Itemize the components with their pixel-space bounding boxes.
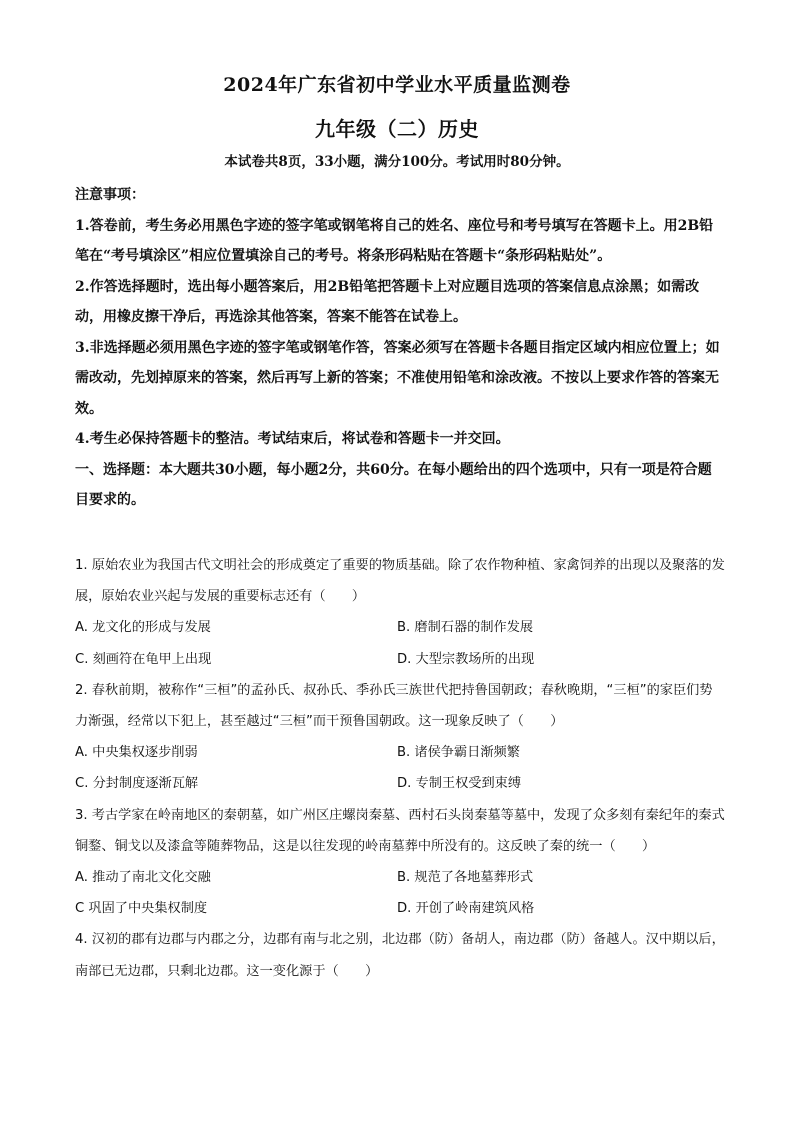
- option-grid: [75, 737, 725, 799]
- option-c: C. 分封制度逐渐瓦解: [75, 776, 199, 792]
- instruction-item: 3.非选择题必须用黑色字迹的签字笔或钢笔作答，答案必须写在答题卡各题目指定区域内相应位置上；如需改动，先划掉原来的答案，然后再写上新的答案；不准使用铅笔和涂改液。不按以上要求作答的答案无效。: [75, 339, 720, 417]
- question: [75, 675, 725, 800]
- option-d: D. 专制王权受到束缚: [397, 776, 522, 792]
- section-heading: 一、选择题：本大题共30小题，每小题2分，共60分。在每小题给出的四个选项中，只有一项是符合题目要求的。: [75, 461, 712, 508]
- option-a: A. 推动了南北文化交融: [75, 870, 211, 886]
- instruction-item: 4.考生必保持答题卡的整洁。考试结束后，将试卷和答题卡一并交回。: [75, 431, 510, 447]
- question-list: [75, 550, 725, 987]
- instruction-item: 1.答卷前，考生务必用黑色字迹的签字笔或钢笔将自己的姓名、座位号和考号填写在答题卡上。用2B铅笔在“考号填涂区”相应位置填涂自己的考号。将条形码粘贴在答题卡“条形码粘贴处”。: [75, 217, 714, 264]
- question: [75, 550, 725, 675]
- option-d: D. 开创了岭南建筑风格: [397, 901, 535, 917]
- option-c: C. 刻画符在龟甲上出现: [75, 651, 212, 667]
- instructions-heading: 注意事项：: [75, 187, 145, 203]
- option-c: C 巩固了中央集权制度: [75, 901, 208, 917]
- option-b: B. 诸侯争霸日渐频繁: [397, 745, 520, 761]
- option-a: A. 中央集权逐步削弱: [75, 745, 198, 761]
- option-grid: [75, 862, 725, 924]
- exam-subtitle: 九年级（二）历史: [315, 117, 479, 141]
- option-b: B. 规范了各地墓葬形式: [397, 870, 534, 886]
- question-stem: 4. 汉初的郡有边郡与内郡之分，边郡有南与北之别，北边郡（防）备胡人，南边郡（防）备越人。汉中期以后，南部已无边郡，只剩北边郡。这一变化源于（ ）: [75, 932, 725, 979]
- instruction-item: 2.作答选择题时，选出每小题答案后，用2B铅笔把答题卡上对应题目选项的答案信息点涂黑；如需改动，用橡皮擦干净后，再选涂其他答案，答案不能答在试卷上。: [75, 278, 700, 325]
- question-stem: 1. 原始农业为我国古代文明社会的形成奠定了重要的物质基础。除了农作物种植、家禽饲养的出现以及聚落的发展，原始农业兴起与发展的重要标志还有（ ）: [75, 558, 725, 605]
- exam-info: 本试卷共8页，33小题，满分100分。考试用时80分钟。: [224, 154, 570, 170]
- option-a: A. 龙文化的形成与发展: [75, 620, 211, 636]
- question-stem: 3. 考古学家在岭南地区的秦朝墓，如广州区庄螺岗秦墓、西村石头岗秦墓等墓中，发现了众多刻有秦纪年的秦式铜鍪、铜戈以及漆盒等随葬物品，这是以往发现的岭南墓葬中所没有的。这反映了秦的统一（ ）: [75, 807, 725, 854]
- question-stem: 2. 春秋前期，被称作“三桓”的孟孙氏、叔孙氏、季孙氏三族世代把持鲁国朝政；春秋晚期，“三桓”的家臣们势力渐强，经常以下犯上，甚至越过“三桓”而干预鲁国朝政。这一现象反映了（ ）: [75, 682, 713, 730]
- option-b: B. 磨制石器的制作发展: [397, 620, 534, 636]
- option-d: D. 大型宗教场所的出现: [397, 651, 535, 667]
- exam-title: 2024年广东省初中学业水平质量监测卷: [223, 74, 571, 96]
- option-grid: [75, 612, 725, 674]
- question: [75, 800, 725, 925]
- question: [75, 924, 725, 986]
- instructions: [75, 180, 725, 516]
